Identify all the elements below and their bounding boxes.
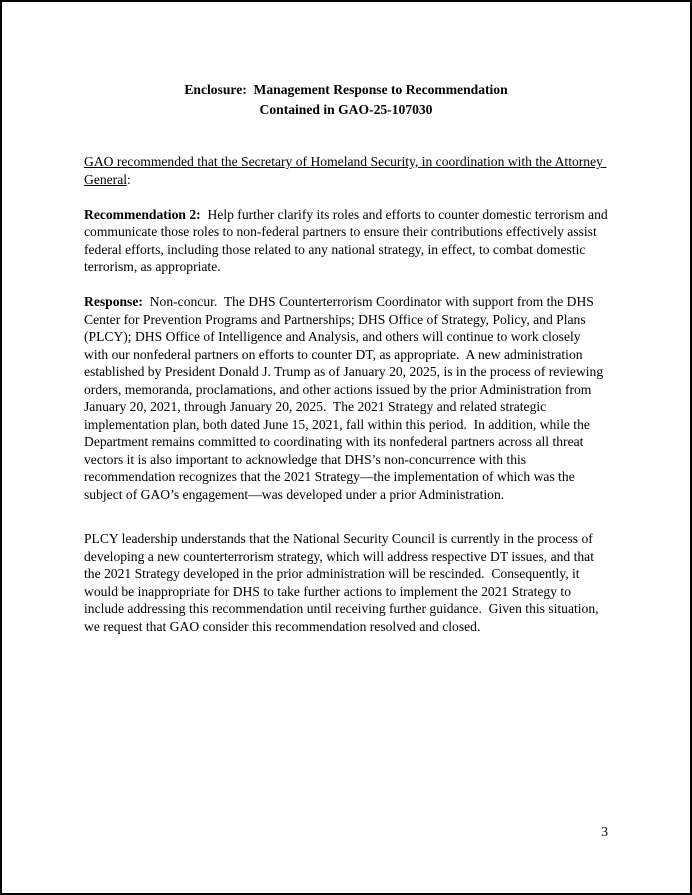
recommendation-paragraph: [84, 206, 612, 276]
closing-paragraph: [84, 530, 608, 635]
recommendation-label: Recommendation 2:: [84, 206, 201, 222]
intro-paragraph: [84, 153, 608, 188]
document-title: [84, 80, 608, 120]
document-title-line-1: Enclosure: Management Response to Recommendation: [184, 82, 508, 97]
recommendation-text: Help further clarify its roles and efforts to counter domestic terrorism and communicate those roles to non-federal partners to ensure their contributions effectively assist federal efforts, including those related to any national strategy, in effect, to combat domestic terrorism, as appropriate.: [84, 206, 612, 274]
closing-text: PLCY leadership understands that the National Security Council is currently in the process of developing a new counterterrorism strategy, which will address respective DT issues, and that the 2021 Strategy developed in the prior administration will be rescinded. Consequently, it would be inappropriate for DHS to take further actions to implement the 2021 Strategy to include addressing this recommendation until receiving further guidance. Given this situation, we request that GAO consider this recommendation resolved and closed.: [84, 531, 602, 634]
intro-suffix: :: [127, 171, 131, 187]
response-label: Response:: [84, 294, 143, 309]
response-text: Non-concur. The DHS Counterterrorism Coordinator with support from the DHS Center for Prevention Programs and Partnerships; DHS Office of Strategy, Policy, and Plans (PLCY); DHS Office of Intelligence and Analysis, and others will continue to work closely with our nonfederal partners on efforts to counter DT, as appropriate. A new administration established by President Donald J. Trump as of January 20, 2025, is in the process of reviewing orders, memoranda, proclamations, and other actions issued by the prior Administration from January 20, 2021, through January 20, 2025. The 2021 Strategy and related strategic implementation plan, both dated June 15, 2021, fall within this period. In addition, while the Department remains committed to coordinating with its nonfederal partners across all threat vectors it is also important to acknowledge that DHS’s non-concurrence with this recommendation recognizes that the 2021 Strategy—the implementation of which was the subject of GAO’s engagement—was developed under a prior Administration.: [84, 294, 607, 502]
page-number: 3: [601, 824, 608, 839]
intro-underlined-text: GAO recommended that the Secretary of Homeland Security, in coordination with the Attorney General: [84, 154, 607, 187]
document-content: [2, 2, 690, 635]
document-title-line-2: Contained in GAO-25-107030: [259, 102, 433, 117]
response-paragraph: [84, 293, 608, 503]
